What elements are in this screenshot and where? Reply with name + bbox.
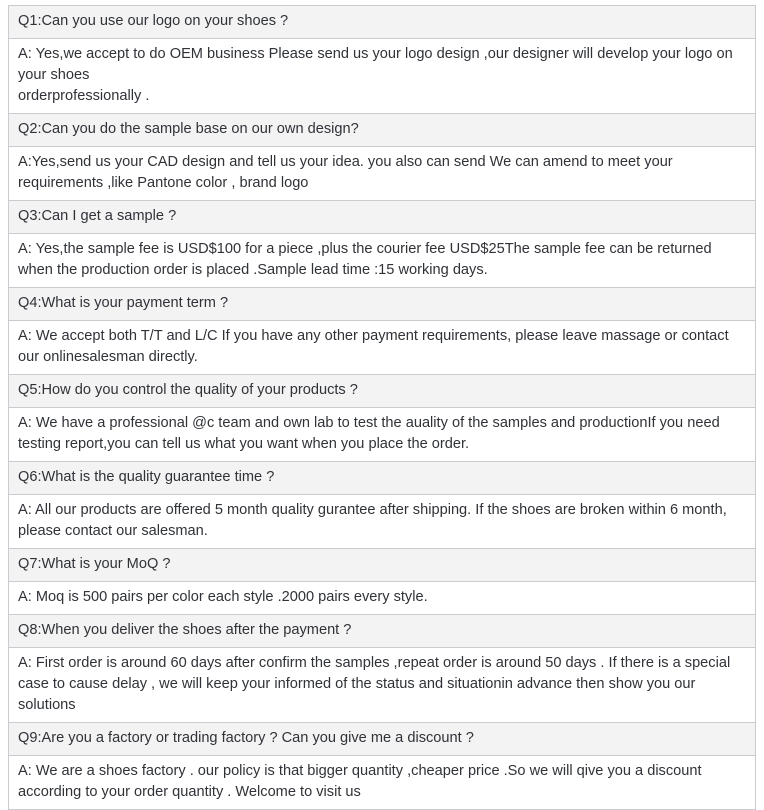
faq-question: Q3:Can I get a sample ? <box>9 201 756 234</box>
faq-question-row <box>9 615 756 648</box>
faq-question: Q7:What is your MoQ ? <box>9 549 756 582</box>
faq-answer: A: Moq is 500 pairs per color each style .2000 pairs every style. <box>9 582 756 615</box>
faq-question: Q5:How do you control the quality of your products ? <box>9 375 756 408</box>
faq-answer-row <box>9 648 756 723</box>
faq-question-row <box>9 375 756 408</box>
faq-question: Q2:Can you do the sample base on our own design? <box>9 114 756 147</box>
faq-answer: A: All our products are offered 5 month quality gurantee after shipping. If the shoes are broken within 6 month, please contact our salesman. <box>9 495 756 549</box>
faq-question: Q8:When you deliver the shoes after the payment ? <box>9 615 756 648</box>
faq-answer-row <box>9 234 756 288</box>
faq-question: Q6:What is the quality guarantee time ? <box>9 462 756 495</box>
faq-answer-row <box>9 495 756 549</box>
faq-answer: A: First order is around 60 days after confirm the samples ,repeat order is around 50 days . If there is a special case to cause delay , we will keep your informed of the status and situationin advance then show you our solutions <box>9 648 756 723</box>
faq-question-row <box>9 549 756 582</box>
faq-answer: A: We accept both T/T and L/C If you have any other payment requirements, please leave massage or contact our onlinesalesman directly. <box>9 321 756 375</box>
faq-table <box>8 5 756 810</box>
faq-question-row <box>9 723 756 756</box>
faq-answer-row <box>9 147 756 201</box>
faq-answer: A: Yes,the sample fee is USD$100 for a piece ,plus the courier fee USD$25The sample fee can be returned when the production order is placed .Sample lead time :15 working days. <box>9 234 756 288</box>
faq-question: Q1:Can you use our logo on your shoes ? <box>9 6 756 39</box>
faq-question: Q4:What is your payment term ? <box>9 288 756 321</box>
faq-answer-row <box>9 321 756 375</box>
faq-answer-row <box>9 582 756 615</box>
faq-answer-row <box>9 39 756 114</box>
faq-answer: A: We have a professional @c team and own lab to test the auality of the samples and productionIf you need testing report,you can tell us what you want when you place the order. <box>9 408 756 462</box>
faq-answer <box>9 39 756 114</box>
faq-answer-row <box>9 408 756 462</box>
faq-answer-line: orderprofessionally . <box>18 88 150 104</box>
faq-answer: A: We are a shoes factory . our policy is that bigger quantity ,cheaper price .So we will qive you a discount according to your order quantity . Welcome to visit us <box>9 756 756 810</box>
faq-question: Q9:Are you a factory or trading factory ? Can you give me a discount ? <box>9 723 756 756</box>
faq-question-row <box>9 201 756 234</box>
faq-question-row <box>9 288 756 321</box>
faq-answer-line: A: Yes,we accept to do OEM business Please send us your logo design ,our designer will develop your logo on your shoes <box>18 46 733 83</box>
faq-question-row <box>9 6 756 39</box>
faq-question-row <box>9 114 756 147</box>
faq-answer: A:Yes,send us your CAD design and tell us your idea. you also can send We can amend to meet your requirements ,like Pantone color , brand logo <box>9 147 756 201</box>
faq-question-row <box>9 462 756 495</box>
faq-answer-row <box>9 756 756 810</box>
